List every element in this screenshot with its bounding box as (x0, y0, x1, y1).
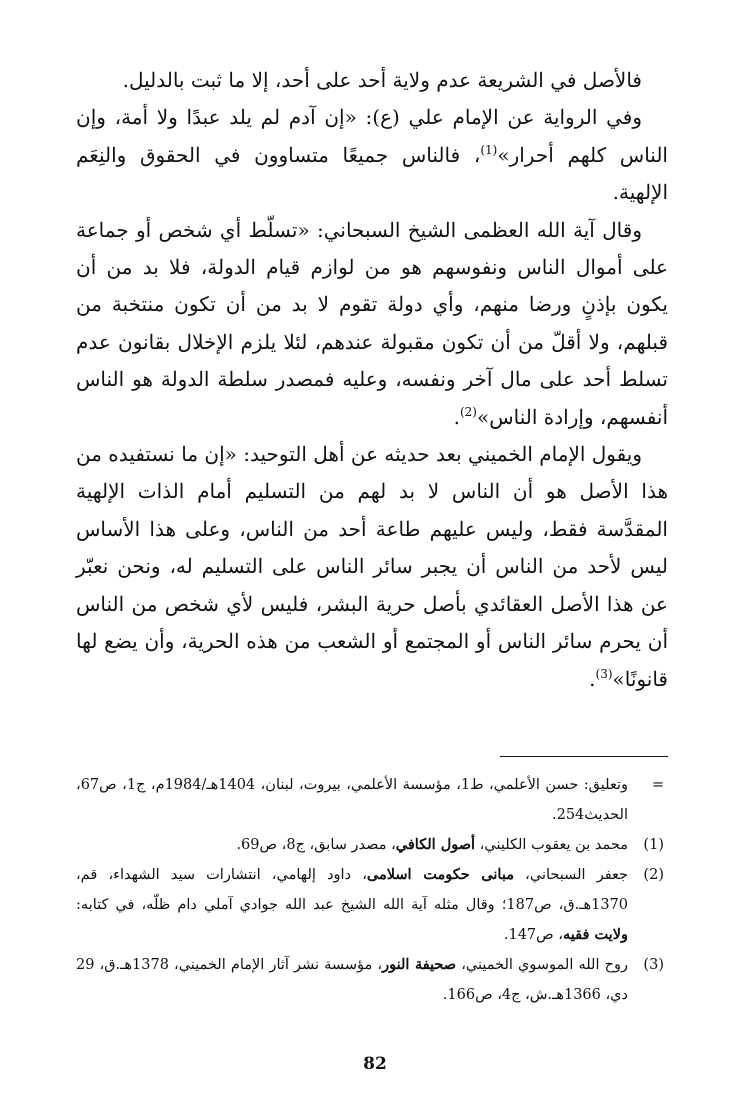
paragraph-1 (76, 62, 668, 99)
book-page (76, 62, 668, 1113)
footnote-book-title: مبانى حكومت اسلامى (366, 866, 514, 883)
footnote-book-title: ولايت فقيه (562, 926, 628, 943)
footnote-mark: (2) (643, 867, 664, 883)
paragraph-4 (76, 436, 668, 698)
footnote-book-title: صحيفة النور (382, 956, 457, 973)
footnote-text: روح الله الموسوي الخميني، (456, 957, 628, 973)
paragraph-4-tail: . (589, 666, 596, 691)
footnote-text: ، مؤسسة نشر آثار الإمام الخميني، 1378هـ.ق، 29 دي، 1366هـ.ش، ج4، ص166. (76, 957, 628, 1003)
footnote-1 (76, 830, 668, 860)
footnote-text: ، مصدر سابق، ج8، ص69. (236, 837, 396, 853)
footnote-mark: = (651, 777, 664, 793)
footnote-3 (76, 950, 668, 1010)
paragraph-2-tail: ، فالناس جميعًا متساوون في الحقوق والنِعَم الإلهية. (76, 142, 668, 205)
footnote-ref-1[interactable]: (1) (480, 142, 498, 157)
footnotes (76, 770, 668, 1010)
footnote-book-title: أصول الكافي (395, 836, 476, 853)
footnote-text: جعفر السبحاني، (514, 867, 629, 883)
paragraph-3-text: وقال آية الله العظمى الشيخ السبحاني: «تسلّط أي شخص أو جماعة على أموال الناس ونفوسهم هو من لوازم قيام الدولة، فلا بد من أن يكون بإذنٍ ورضا منهم، وأي دولة تقوم لا بد من أن تكون منتخبة من قبلهم، ولا أقلّ من أن تكون مقبولة عندهم، لئلا يلزم الإخلال بقانون عدم تسلط أحد على مال آخر ونفسه، وعليه فمصدر سلطة الدولة هو الناس أنفسهم، وإرادة الناس» (76, 217, 668, 429)
paragraph-1-text: فالأصل في الشريعة عدم ولاية أحد على أحد، إلا ما ثبت بالدليل. (122, 68, 642, 92)
footnote-ref-2[interactable]: (2) (459, 404, 477, 419)
main-text (76, 62, 668, 698)
footnote-text: ، داود إلهامي، انتشارات سيد الشهداء، قم، 1370هـ.ق، ص187؛ وقال مثله آية الله الشيخ عبد الله جوادي آملي دام ظلّه، في كتابه: (76, 867, 629, 913)
footnote-2 (76, 860, 668, 950)
paragraph-2-text: وفي الرواية عن الإمام علي (ع): «إن آدم لم يلد عبدًا ولا أمة، وإن الناس كلهم أحرار» (76, 105, 668, 167)
footnote-body (76, 860, 628, 950)
footnote-mark: (3) (643, 957, 664, 973)
footnote-body (76, 770, 628, 830)
footnote-ref-3[interactable]: (3) (595, 666, 613, 681)
paragraph-4-text: ويقول الإمام الخميني بعد حديثه عن أهل التوحيد: «إن ما نستفيده من هذا الأصل هو أن الناس لا بد لهم من التسليم أمام الذات الإلهية المقدَّسة فقط، وليس عليهم طاعة أحد من الناس، وعلى هذا الأساس ليس لأحد من الناس أن يجبر سائر الناس على التسليم له، ونحن نعبّر عن هذا الأصل العقائدي بأصل حرية البشر، فليس لأي شخص من الناس أن يحرم سائر الناس أو المجتمع أو الشعب من هذه الحرية، وأن يضع لها قانونًا» (76, 442, 668, 691)
footnote-mark: (1) (643, 837, 664, 853)
paragraph-2 (76, 99, 668, 211)
footnote-body (76, 830, 628, 860)
paragraph-3-tail: . (453, 404, 460, 429)
page-number: 82 (363, 1054, 387, 1074)
footnote-text: وتعليق: حسن الأعلمي، ط1، مؤسسة الأعلمي، بيروت، لبنان، 1404هـ/1984م، ج1، ص67، الحديث254. (76, 777, 628, 823)
paragraph-3 (76, 212, 668, 436)
footnote-body (76, 950, 628, 1010)
footnote-text: محمد بن يعقوب الكليني، (475, 837, 628, 853)
footnote-divider (500, 756, 668, 757)
footnote-text: ، ص147. (503, 927, 563, 943)
footnote-continued (76, 770, 668, 830)
